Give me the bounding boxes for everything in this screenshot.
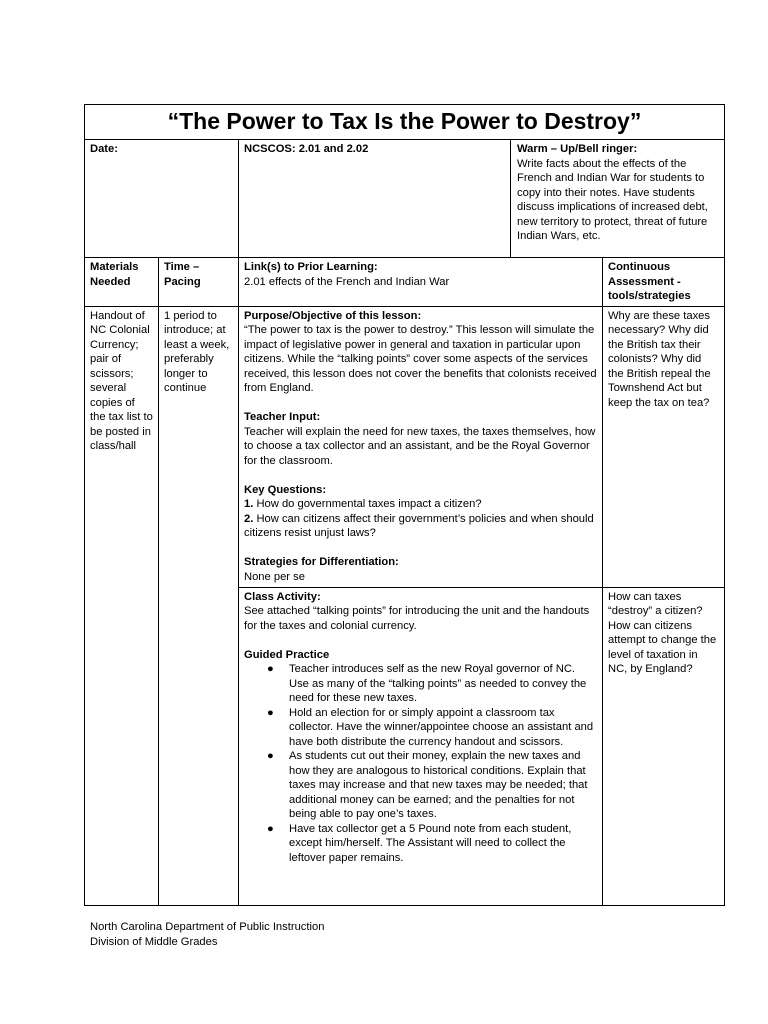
bullet-icon: ● [267, 750, 274, 762]
column-header-row [85, 258, 725, 307]
guided-step-text: Have tax collector get a 5 Pound note from each student, except him/herself. The Assistant will need to collect the leftover paper remains. [289, 822, 572, 864]
class-activity-cell [239, 587, 603, 905]
title-row [85, 105, 725, 140]
lesson-title: “The Power to Tax Is the Power to Destroy” [85, 105, 725, 140]
purpose-text: “The power to tax is the power to destroy.” This lesson will simulate the impact of legislative power in general and taxation in particular upon citizens. While the “talking points” cover some aspects of the services received, this lesson does not cover the benefits that colonists received from England. [244, 324, 597, 394]
key-question-1-text: How do governmental taxes impact a citizen? [253, 498, 482, 510]
page-footer [90, 920, 324, 950]
time-header: Time – Pacing [159, 258, 239, 307]
assessment-text-1: Why are these taxes necessary? Why did the British tax their colonists? Why did the British repeal the Townshend Act but keep the tax on tea? [603, 306, 725, 587]
lesson-plan-table [84, 104, 725, 906]
key-question-1-number: 1. [244, 498, 254, 510]
bullet-icon: ● [267, 663, 274, 675]
assessment-header: Continuous Assessment - tools/strategies [603, 258, 725, 307]
differentiation-text: None per se [244, 570, 305, 583]
list-item [267, 822, 597, 866]
key-question-1 [244, 497, 597, 512]
class-activity-text: See attached “talking points” for introducing the unit and the handouts for the taxes and colonial currency. [244, 605, 590, 632]
assessment-text-2: How can taxes “destroy” a citizen? How can citizens attempt to change the level of taxation in NC, by England? [603, 587, 725, 905]
links-cell [239, 258, 603, 307]
guided-step-text: Teacher introduces self as the new Royal governor of NC. Use as many of the “talking points” as needed to convey the need for these new taxes. [289, 663, 587, 704]
list-item [267, 749, 597, 822]
warmup-text: Write facts about the effects of the French and Indian War for students to copy into their notes. Have students discuss implications of increased debt, new territory to protect, threat of future Indian Wars, etc. [517, 157, 708, 242]
footer-division: Division of Middle Grades [90, 936, 218, 948]
key-questions-label: Key Questions: [244, 483, 327, 496]
key-question-2-number: 2. [244, 512, 254, 525]
bullet-icon: ● [267, 822, 274, 835]
links-text: 2.01 effects of the French and Indian War [244, 275, 450, 288]
bullet-icon: ● [267, 706, 274, 719]
time-text: 1 period to introduce; at least a week, preferably longer to continue [159, 306, 239, 905]
list-item [267, 706, 597, 750]
guided-step-text: As students cut out their money, explain the new taxes and how they are analogous to historical conditions. Explain that taxes may increase and that new taxes may be needed; that additional money can be earned; and the penalties for not being able to pay one’s taxes. [289, 750, 588, 820]
class-activity-label: Class Activity: [244, 590, 321, 603]
date-label: Date: [85, 140, 239, 258]
lesson-body-row [85, 306, 725, 587]
materials-text: Handout of NC Colonial Currency; pair of scissors; several copies of the tax list to be posted in class/hall [85, 306, 159, 905]
guided-practice-list [244, 662, 597, 865]
header-info-row [85, 140, 725, 258]
materials-header: Materials Needed [85, 258, 159, 307]
key-question-2-text: How can citizens affect their government’s policies and when should citizens resist unjust laws? [244, 512, 594, 539]
teacher-input-text: Teacher will explain the need for new taxes, the taxes themselves, how to choose a tax collector and an assistant, and be the Royal Governor for the classroom. [244, 425, 596, 467]
guided-practice-label: Guided Practice [244, 648, 330, 661]
warmup-label: Warm – Up/Bell ringer: [517, 143, 638, 155]
guided-step-text: Hold an election for or simply appoint a classroom tax collector. Have the winner/appointee choose an assistant and have both distribute the currency handout and scissors. [289, 706, 594, 748]
list-item [267, 662, 597, 706]
links-label: Link(s) to Prior Learning: [244, 261, 378, 273]
key-question-2 [244, 512, 597, 541]
footer-department: North Carolina Department of Public Instruction [90, 921, 325, 933]
ncscos-label: NCSCOS: 2.01 and 2.02 [239, 140, 511, 258]
purpose-label: Purpose/Objective of this lesson: [244, 309, 422, 322]
teacher-input-label: Teacher Input: [244, 411, 321, 423]
warmup-cell [511, 140, 725, 258]
objectives-cell [239, 306, 603, 587]
differentiation-label: Strategies for Differentiation: [244, 556, 399, 568]
